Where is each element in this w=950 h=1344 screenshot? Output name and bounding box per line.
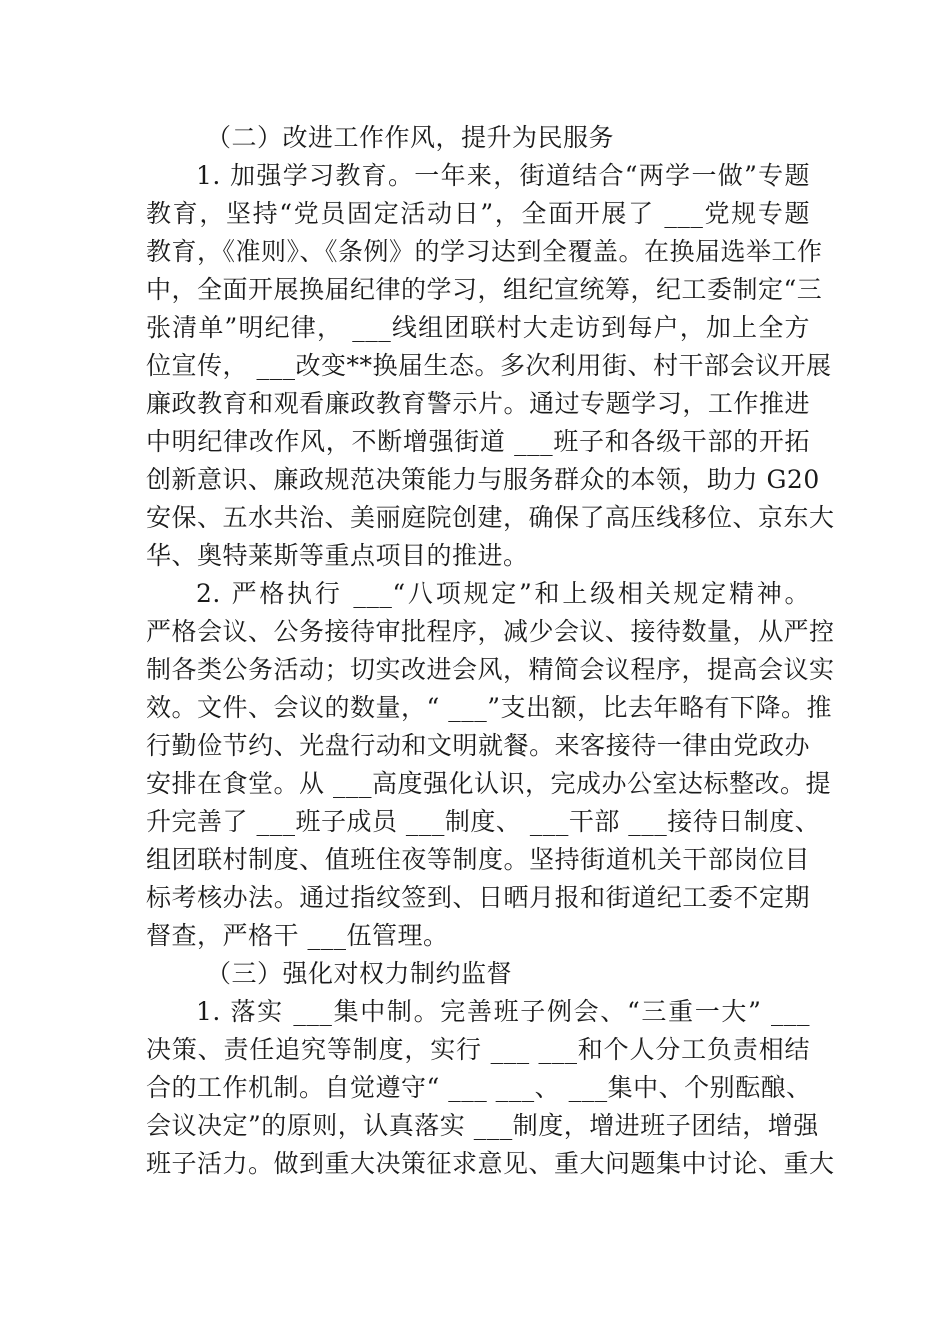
section-heading-3: （三）强化对权力制约监督 [206,959,513,988]
paragraph-line: 合的工作机制。自觉遵守“ ___ ___、 ___集中、个别酝酿、 [146,1073,812,1102]
paragraph-line: 中明纪律改作风，不断增强街道 ___班子和各级干部的开拓 [146,427,810,456]
paragraph-line: 会议决定”的原则，认真落实 ___制度，增进班子团结，增强 [146,1111,819,1140]
paragraph-line-last: 督查，严格干 ___伍管理。 [146,921,449,950]
paragraph-line: 行勤俭节约、光盘行动和文明就餐。来客接待一律由党政办 [146,731,810,760]
paragraph-line-last: 华、奥特莱斯等重点项目的推进。 [146,541,529,570]
paragraph-line: 教育，《准则》、《条例》的学习达到全覆盖。在换届选举工作 [146,237,823,266]
paragraph-line: 中，全面开展换届纪律的学习，组纪宣统筹，纪工委制定“三 [146,275,823,304]
paragraph-line: 创新意识、廉政规范决策能力与服务群众的本领，助力 G20 [146,465,820,494]
paragraph-line: 教育，坚持“党员固定活动日”，全面开展了 ___党规专题 [146,199,810,228]
paragraph-line: 安排在食堂。从 ___高度强化认识，完成办公室达标整改。提 [146,769,831,798]
paragraph-line: 制各类公务活动；切实改进会风，精简会议程序，提高会议实 [146,655,835,684]
paragraph-line: 升完善了 ___班子成员 ___制度、 ___干部 ___接待日制度、 [146,807,821,836]
section-heading-2: （二）改进工作作风，提升为民服务 [206,123,615,152]
paragraph-line: 1. 加强学习教育。一年来，街道结合“两学一做”专题 [196,161,810,190]
paragraph-line: 效。文件、会议的数量，“ ___”支出额，比去年略有下降。推 [146,693,833,722]
paragraph-line: 组团联村制度、值班住夜等制度。坚持街道机关干部岗位目 [146,845,810,874]
paragraph-line: 位宣传， ___改变**换届生态。多次利用街、村干部会议开展 [146,351,832,380]
paragraph-line: 1. 落实 ___集中制。完善班子例会、“三重一大” ___ [196,997,810,1026]
paragraph-line: 严格会议、公务接待审批程序，减少会议、接待数量，从严控 [146,617,835,646]
paragraph-line: 张清单”明纪律， ___线组团联村大走访到每户，加上全方 [146,313,810,342]
paragraph-line: 决策、责任追究等制度，实行 ___ ___和个人分工负责相结 [146,1035,810,1064]
paragraph-line: 廉政教育和观看廉政教育警示片。通过专题学习，工作推进 [146,389,810,418]
paragraph-line: 标考核办法。通过指纹签到、日晒月报和街道纪工委不定期 [146,883,810,912]
paragraph-line: 2. 严格执行 ___“八项规定”和上级相关规定精神。 [196,579,810,608]
paragraph-line: 班子活力。做到重大决策征求意见、重大问题集中讨论、重大 [146,1149,835,1178]
paragraph-line: 安保、五水共治、美丽庭院创建，确保了高压线移位、京东大 [146,503,835,532]
